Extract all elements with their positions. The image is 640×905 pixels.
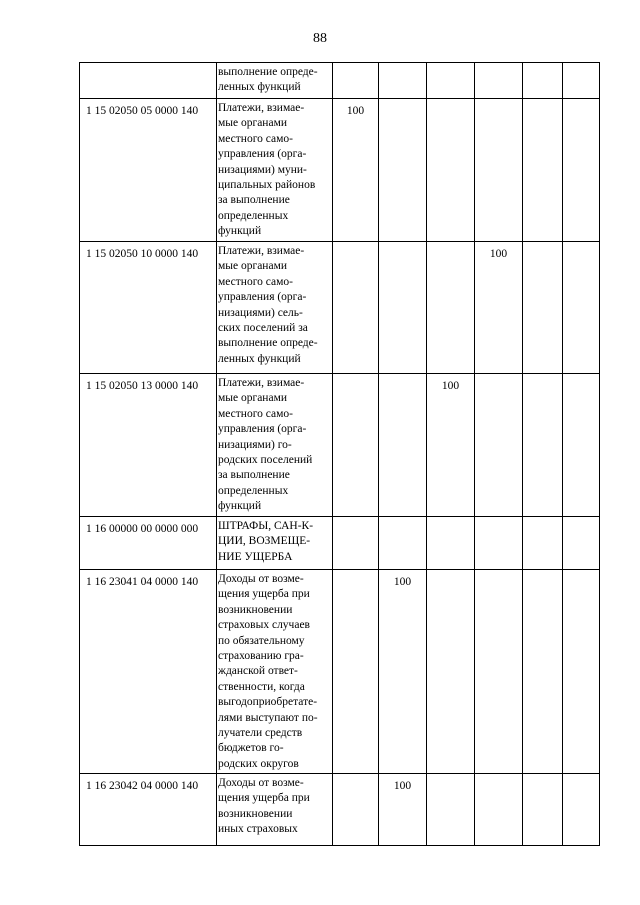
standard-value [333,774,379,846]
standard-value [475,374,523,517]
revenue-name-line: страхованию гра- [218,650,304,663]
standard-value [523,517,563,570]
revenue-name-line: лучатели средств [218,727,303,740]
revenue-name-line: мые органами [218,117,287,130]
revenue-name-line: местного само- [218,407,293,420]
standard-value [563,242,600,374]
revenue-name-line: управления (орга- [218,423,307,436]
table-row [80,63,600,99]
table-row [80,570,600,774]
revenue-name-line: функций [218,500,262,513]
standard-value [523,63,563,99]
table-row [80,99,600,242]
standard-value [523,570,563,774]
standard-value [523,774,563,846]
revenue-name-line: возникновении [218,603,293,616]
revenue-name-line: местного само- [218,275,293,288]
budget-code [80,63,217,99]
table-row [80,517,600,570]
revenue-name-line: местного само- [218,132,293,145]
standard-value [333,570,379,774]
revenue-name-line: по обязательному [218,634,305,647]
standard-value [427,242,475,374]
page-number: 88 [313,31,327,46]
revenue-name-line: бюджетов го- [218,742,284,755]
revenue-name-line: ленных функций [218,81,301,94]
revenue-name-line: жданской ответ- [218,665,298,678]
budget-code: 1 16 23041 04 0000 140 [80,570,217,774]
revenue-name-line: родских округов [218,757,299,770]
revenue-name [217,242,333,374]
revenue-name-line: ственности, когда [218,680,305,693]
budget-code: 1 15 02050 10 0000 140 [80,242,217,374]
revenue-name-line: НИЕ УЩЕРБА [218,550,293,563]
revenue-name-line: управления (орга- [218,291,307,304]
standard-value [563,63,600,99]
revenue-name-line: Доходы от возме- [218,777,304,789]
table-row [80,774,600,846]
revenue-name-line: низациями) го- [218,438,292,451]
revenue-name-line: Доходы от возме- [218,573,304,585]
standard-value [427,774,475,846]
revenue-name-line: страховых случаев [218,619,310,632]
standard-value [333,63,379,99]
standard-value [563,774,600,846]
standard-value [427,63,475,99]
revenue-name-line: ципальных районов [218,179,316,192]
standard-value [563,374,600,517]
standard-value [427,99,475,242]
revenue-name-line: функций [218,225,262,238]
budget-code: 1 15 02050 13 0000 140 [80,374,217,517]
standard-value: 100 [427,374,475,517]
revenue-name-line: щения ущерба при [218,588,310,601]
standard-value [379,99,427,242]
revenue-name [217,570,333,774]
standard-value [475,570,523,774]
revenue-name-line: ских поселений за [218,322,308,335]
revenue-name [217,99,333,242]
standard-value: 100 [379,774,427,846]
revenue-name-line: выполнение опреде- [218,337,318,350]
revenue-name-line: ЦИИ, ВОЗМЕЩЕ- [218,535,311,548]
standard-value [379,63,427,99]
revenue-name-line: ШТРАФЫ, САН-К- [218,520,314,532]
revenue-name-line: выполнение опреде- [218,66,318,78]
standard-value [333,374,379,517]
standard-value: 100 [333,99,379,242]
revenue-name-line: щения ущерба при [218,792,310,805]
revenue-table [79,62,600,846]
revenue-name-line: низациями) муни- [218,163,307,176]
revenue-name-line: лями выступают по- [218,711,318,724]
revenue-name-line: родских поселений [218,454,313,467]
standard-value [475,99,523,242]
revenue-name-line: мые органами [218,392,287,405]
standard-value [427,570,475,774]
standard-value [475,63,523,99]
revenue-name-line: Платежи, взимае- [218,102,305,114]
revenue-name-line: низациями) сель- [218,306,303,319]
standard-value [379,374,427,517]
revenue-name-line: Платежи, взимае- [218,377,305,389]
standard-value [523,374,563,517]
standard-value [475,517,523,570]
revenue-name-line: Платежи, взимае- [218,245,305,257]
revenue-name-line: выгодоприобретате- [218,696,318,709]
revenue-name-line: ленных функций [218,352,301,365]
revenue-name-line: управления (орга- [218,148,307,161]
revenue-name-line: иных страховых [218,823,298,836]
standard-value [563,517,600,570]
standard-value [427,517,475,570]
revenue-name [217,774,333,846]
revenue-name [217,374,333,517]
revenue-name [217,63,333,99]
revenue-name-line: за выполнение [218,194,290,207]
standard-value [475,774,523,846]
standard-value: 100 [379,570,427,774]
revenue-name-line: определенных [218,484,289,497]
table-row [80,374,600,517]
revenue-name [217,517,333,570]
standard-value [563,99,600,242]
budget-code: 1 16 00000 00 0000 000 [80,517,217,570]
revenue-name-line: определенных [218,209,289,222]
standard-value [333,517,379,570]
standard-value [523,99,563,242]
table-row [80,242,600,374]
revenue-name-line: мые органами [218,260,287,273]
standard-value [523,242,563,374]
standard-value [333,242,379,374]
standard-value [379,242,427,374]
standard-value [563,570,600,774]
standard-value: 100 [475,242,523,374]
budget-code: 1 16 23042 04 0000 140 [80,774,217,846]
budget-code: 1 15 02050 05 0000 140 [80,99,217,242]
revenue-name-line: за выполнение [218,469,290,482]
standard-value [379,517,427,570]
revenue-name-line: возникновении [218,807,293,820]
